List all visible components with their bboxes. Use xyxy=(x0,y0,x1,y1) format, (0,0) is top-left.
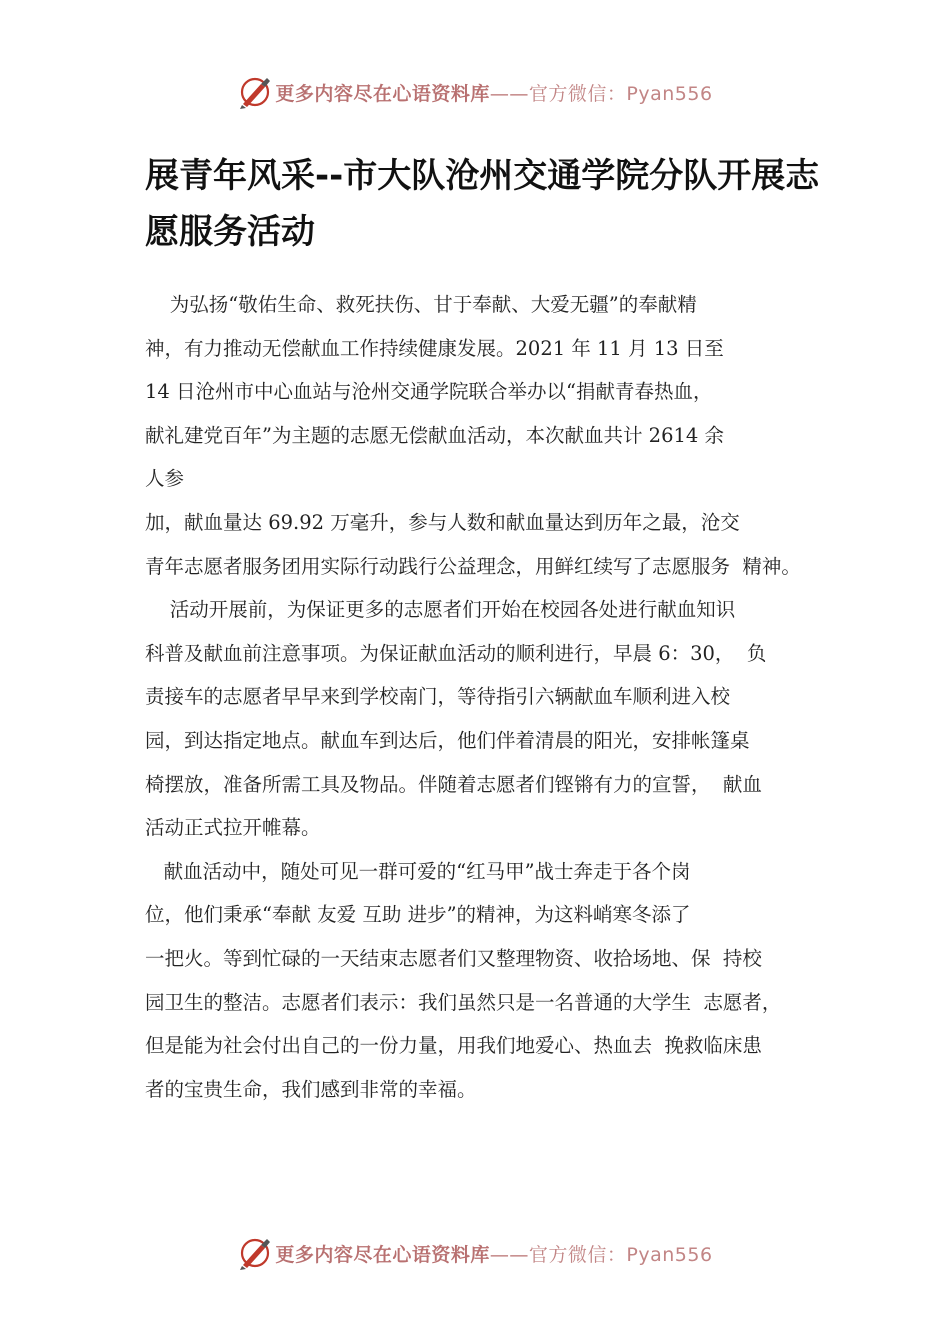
body-line: 活动正式拉开帷幕。 xyxy=(145,816,321,840)
body-line: 一把火。等到忙碌的一天结束志愿者们又整理物资、收拾场地、保 持校 xyxy=(145,946,762,970)
body-line: 献血活动中，随处可见一群可爱的“红马甲”战士奔走于各个岗 xyxy=(145,859,691,883)
body-line: 为弘扬“敬佑生命、救死扶伤、甘于奉献、大爱无疆”的奉献精 xyxy=(145,293,697,316)
document-title xyxy=(145,148,825,260)
title-line: 愿服务活动 xyxy=(145,212,315,252)
title-line: 展青年风采--市大队沧州交通学院分队开展志 xyxy=(145,156,820,196)
banner-wechat-text: 官方微信：Pyan556 xyxy=(528,1243,713,1266)
body-line: 献礼建党百年”为主题的志愿无偿献血活动，本次献血共计 2614 余 xyxy=(145,423,724,447)
banner-separator: —— xyxy=(489,82,529,105)
body-line: 园，到达指定地点。献血车到达后，他们伴着清晨的阳光，安排帐篷桌 xyxy=(145,728,750,752)
body-line: 园卫生的整洁。志愿者们表示：我们虽然只是一名普通的大学生 志愿者， xyxy=(145,990,782,1014)
body-line: 者的宝贵生命，我们感到非常的幸福。 xyxy=(145,1077,477,1101)
pen-logo-icon xyxy=(237,74,273,110)
header-banner xyxy=(0,72,950,112)
banner-separator: —— xyxy=(489,1243,529,1266)
body-line: 神，有力推动无偿献血工作持续健康发展。2021 年 11 月 13 日至 xyxy=(145,336,724,360)
body-line: 责接车的志愿者早早来到学校南门，等待指引六辆献血车顺利进入校 xyxy=(145,685,731,709)
body-line: 活动开展前，为保证更多的志愿者们开始在校园各处进行献血知识 xyxy=(145,598,736,622)
banner-main-text: 更多内容尽在心语资料库 xyxy=(275,1243,490,1266)
banner-wechat-text: 官方微信：Pyan556 xyxy=(528,82,713,105)
pen-logo-icon xyxy=(237,1235,273,1271)
banner-main-text: 更多内容尽在心语资料库 xyxy=(275,82,490,105)
body-line: 科普及献血前注意事项。为保证献血活动的顺利进行，早晨 6：30， 负 xyxy=(145,641,767,665)
body-line: 位，他们秉承“奉献 友爱 互助 进步”的精神，为这料峭寒冬添了 xyxy=(145,903,691,927)
banner-text xyxy=(275,79,712,106)
body-line: 人参 xyxy=(145,467,185,491)
body-line: 青年志愿者服务团用实际行动践行公益理念，用鲜红续写了志愿服务 精神。 xyxy=(145,554,801,578)
footer-banner xyxy=(0,1233,950,1273)
body-line: 14 日沧州市中心血站与沧州交通学院联合举办以“捐献青春热血， xyxy=(145,380,713,404)
document-body xyxy=(145,283,817,1111)
body-line: 加，献血量达 69.92 万毫升，参与人数和献血量达到历年之最，沧交 xyxy=(145,510,740,534)
banner-text xyxy=(275,1240,712,1267)
body-line: 但是能为社会付出自己的一份力量，用我们地爱心、热血去 挽救临床患 xyxy=(145,1034,762,1058)
body-line: 椅摆放，准备所需工具及物品。伴随着志愿者们铿锵有力的宣誓， 献血 xyxy=(145,772,762,796)
